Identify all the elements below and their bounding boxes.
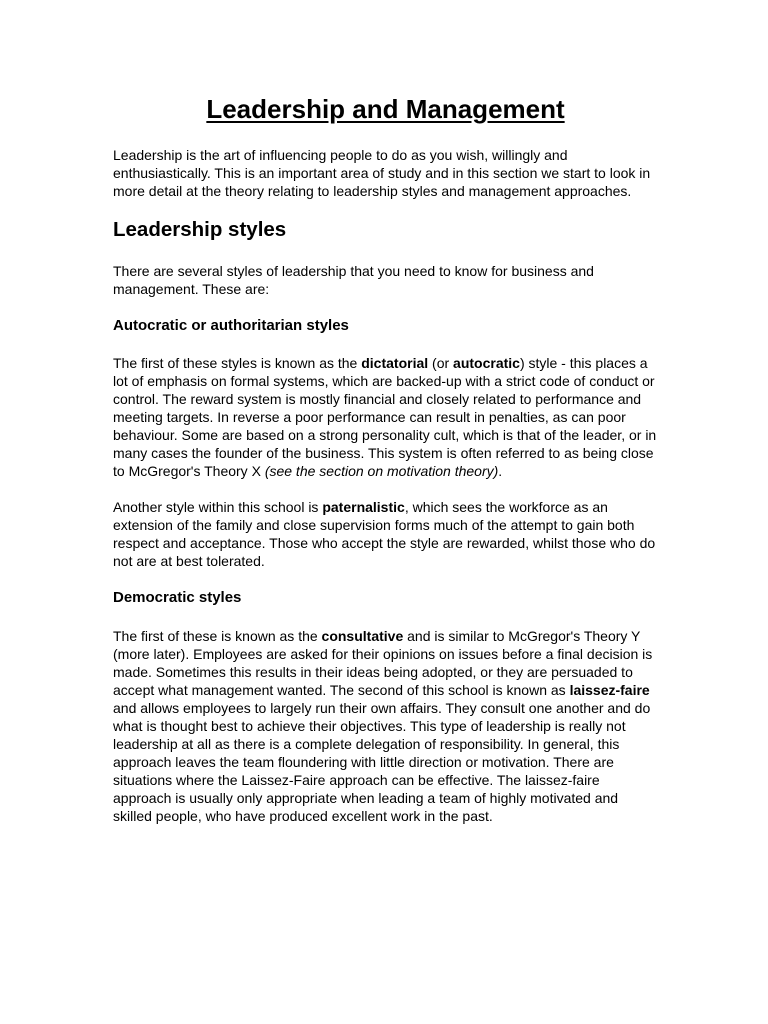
text-run: . <box>498 463 503 479</box>
section-intro-paragraph: There are several styles of leadership that you need to know for business and management. These are: <box>113 263 594 297</box>
text-run: The first of these is known as the <box>113 628 322 644</box>
subheading-democratic: Democratic styles <box>113 589 242 606</box>
text-run: and allows employees to largely run their own affairs. They consult one another and do what is thought best to achieve their objectives. This type of leadership is really not leadership at all as there is a complete delegation of responsibility. In general, this approach leaves the team floundering with little direction or motivation. There are situations where the Laissez-Faire approach can be effective. The laissez-faire approach is usually only appropriate when leading a team of highly motivated and skilled people, who have produced excellent work in the past. <box>113 700 651 824</box>
text-run: ) style - this places a lot of emphasis on formal systems, which are backed-up with a strict code of conduct or control. The reward system is mostly financial and closely related to performance and meeting targets. In reverse a poor performance can result in penalties, as can poor behaviour. Some are based on a strong personality cult, which is that of the leader, or in many cases the founder of the business. This system is often referred to as being close to McGregor's Theory X <box>113 355 657 479</box>
section-heading-leadership-styles: Leadership styles <box>113 218 287 241</box>
paternalistic-paragraph <box>113 498 658 570</box>
term-dictatorial: dictatorial <box>361 355 429 371</box>
term-laissez-faire: laissez-faire <box>569 682 650 698</box>
term-paternalistic: paternalistic <box>322 499 405 515</box>
text-run: Another style within this school is <box>113 499 323 515</box>
intro-paragraph: Leadership is the art of influencing people to do as you wish, willingly and enthusiastically. This is an important area of study and in this section we start to look in more detail at the theory relating to leadership styles and management approaches. <box>113 147 651 199</box>
term-autocratic: autocratic <box>453 355 520 371</box>
text-run: and is similar to McGregor's Theory Y (more later). Employees are asked for their opinions on issues before a final decision is made. Sometimes this results in their ideas being adopted, or they are persuaded to accept what management wanted. The second of this school is known as <box>113 628 653 698</box>
motivation-theory-note: (see the section on motivation theory) <box>264 463 499 479</box>
autocratic-paragraph <box>113 354 658 480</box>
text-run: The first of these styles is known as the <box>113 355 362 371</box>
term-consultative: consultative <box>321 628 404 644</box>
democratic-paragraph <box>113 627 658 825</box>
document-page <box>113 93 658 825</box>
page-title: Leadership and Management <box>206 94 565 124</box>
subheading-autocratic: Autocratic or authoritarian styles <box>113 317 349 334</box>
text-run: , which sees the workforce as an extension of the family and close supervision forms much of the attempt to gain both respect and acceptance. Those who accept the style are rewarded, whilst those who do not are at best tolerated. <box>113 499 656 569</box>
text-run: (or <box>428 355 454 371</box>
